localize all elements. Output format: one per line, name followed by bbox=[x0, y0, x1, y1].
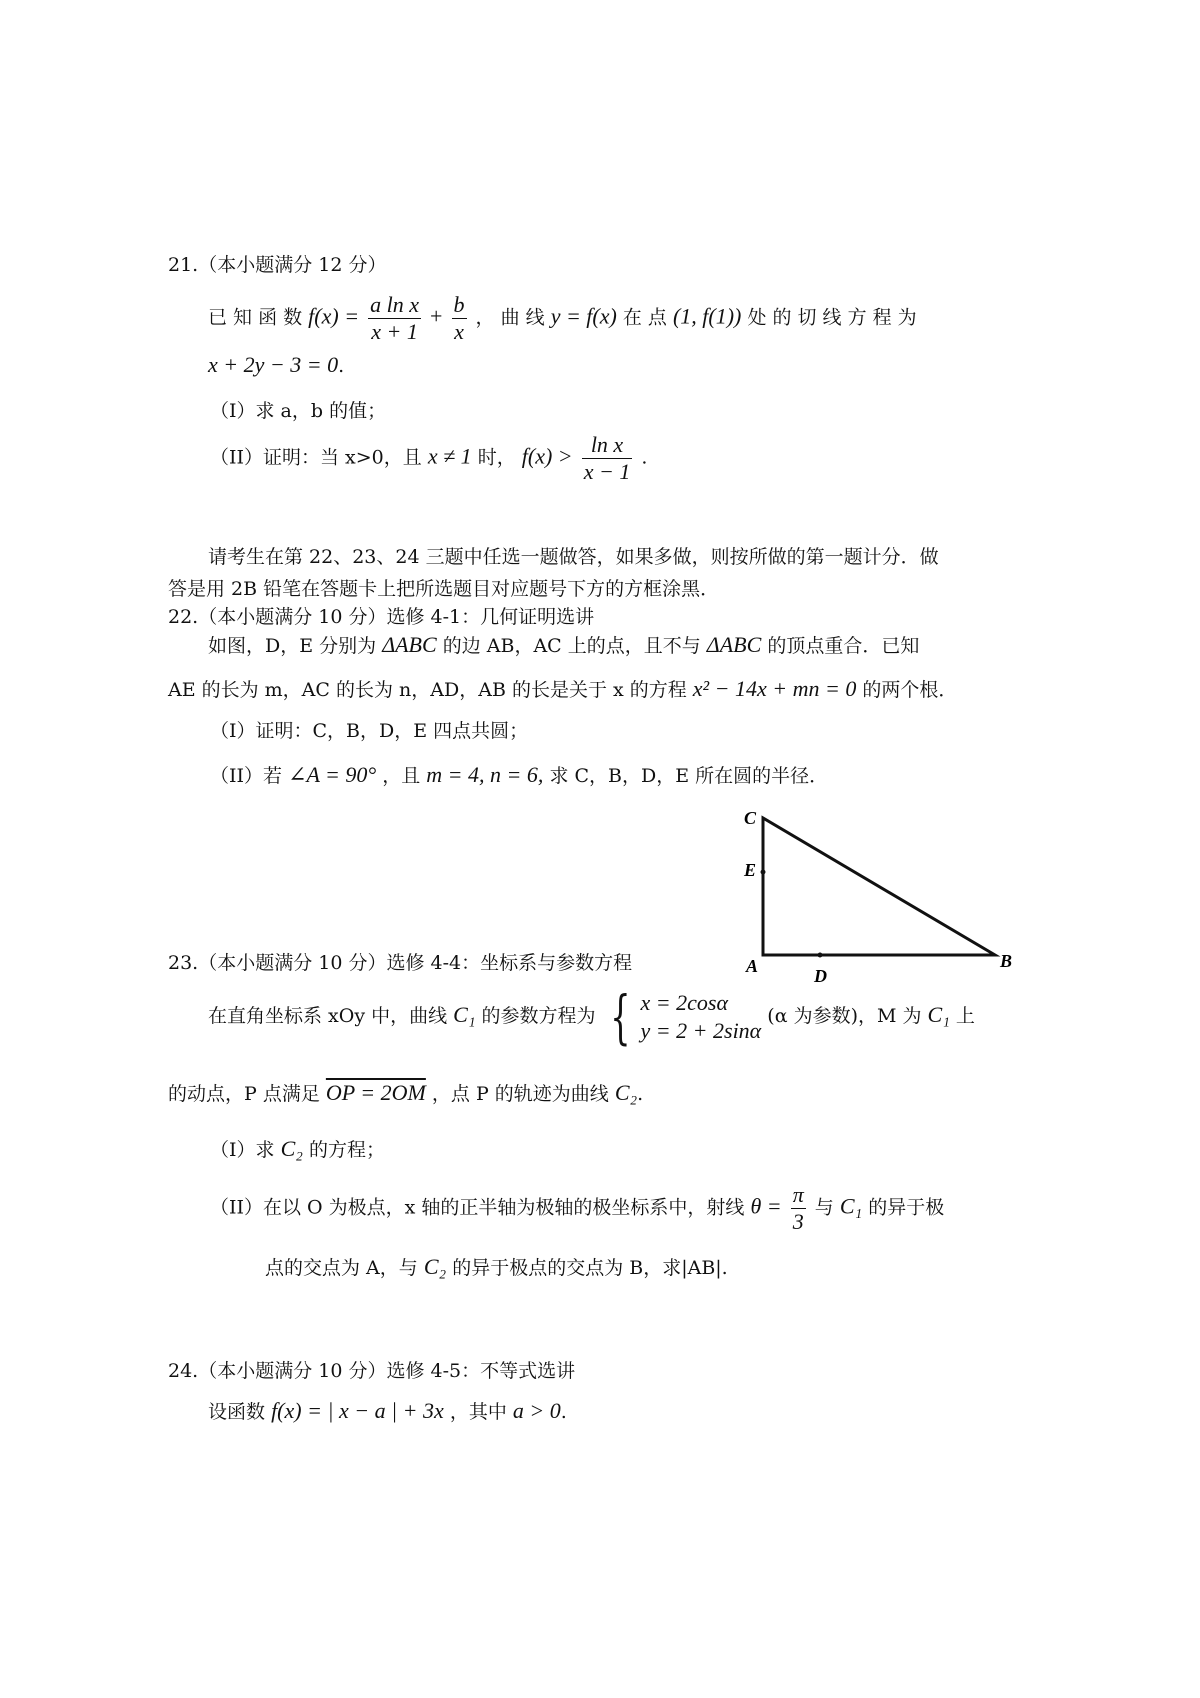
q21-title: 21.（本小题满分 12 分） bbox=[168, 254, 387, 276]
instruction-line-2: 答是用 2B 铅笔在答题卡上把所选题目对应题号下方的方框涂黑． bbox=[168, 578, 720, 600]
q22-title: 22.（本小题满分 10 分）选修 4-1：几何证明选讲 bbox=[168, 606, 595, 628]
triangle-figure bbox=[730, 800, 1030, 990]
q21-tangent-line: x + 2y − 3 = 0. bbox=[208, 352, 345, 377]
label-c: C bbox=[744, 808, 757, 828]
q23-stem-line2: 的动点，P 点满足 OP = 2OM ，点 P 的轨迹为曲线 C₂. bbox=[168, 1080, 644, 1105]
q23-part1: （I）求 C₂ 的方程； bbox=[210, 1136, 385, 1161]
point-e bbox=[761, 870, 766, 875]
q23-part2-line1: （II）在以 O 为极点，x 轴的正半轴为极轴的极坐标系中，射线 θ = $\frac{\pi}{3}$ 与 C₁ 的异于极 bbox=[210, 1182, 945, 1234]
q21-part2: （II）证明：当 x>0，且 x ≠ 1 时， f(x) > $\frac{\text{ln x}}{x - 1}$ . bbox=[210, 432, 648, 484]
q23-title: 23.（本小题满分 10 分）选修 4-4：坐标系与参数方程 bbox=[168, 952, 633, 974]
q22-part2: （II）若 ∠A = 90° ，且 m = 4, n = 6, 求 C，B，D，E 所在圆的半径． bbox=[210, 762, 829, 787]
point-d bbox=[818, 953, 823, 958]
system-brace: { bbox=[609, 983, 631, 1051]
parametric-system: x = 2cosα y = 2 + 2sinα bbox=[640, 990, 762, 1043]
q24-title: 24.（本小题满分 10 分）选修 4-5：不等式选讲 bbox=[168, 1360, 576, 1382]
q22-stem-line1: 如图，D，E 分别为 ΔABC 的边 AB，AC 上的点，且不与 ΔABC 的顶点重合．已知 bbox=[208, 632, 920, 657]
q21-stem-line1: 已 知 函 数 f(x) = $\frac{\text{a ln x}}{x + 1}$ + $\frac{b}{x}$ ， 曲 线 y = f(x) 在 点 (1, f(1)) 处 的 切 线 方 程 为 bbox=[208, 292, 917, 344]
triangle-abc bbox=[763, 818, 995, 955]
q21-part1: （I）求 a，b 的值； bbox=[210, 400, 387, 422]
label-d: D bbox=[814, 966, 827, 986]
label-a: A bbox=[746, 956, 759, 976]
q23-stem-line1: 在直角坐标系 xOy 中，曲线 C₁ 的参数方程为 { x = 2cosα y = 2 + 2sinα (α 为参数)，M 为 C₁ 上 bbox=[208, 983, 975, 1051]
q22-stem-line2: AE 的长为 m，AC 的长为 n，AD，AB 的长是关于 x 的方程 x² − 14x + mn = 0 的两个根． bbox=[168, 676, 958, 701]
q21-fraction-1: $\frac{\text{a ln x}}{x + 1}$ bbox=[370, 292, 419, 344]
q21-fraction-2: $\frac{b}{x}$ bbox=[453, 292, 465, 344]
label-b: B bbox=[1000, 951, 1013, 971]
q22-part1: （I）证明：C，B，D，E 四点共圆； bbox=[210, 720, 529, 742]
q24-stem: 设函数 f(x) = | x − a | + 3x ，其中 a > 0. bbox=[208, 1398, 567, 1423]
q23-part2-line2: 点的交点为 A，与 C₂ 的异于极点的交点为 B，求|AB|. bbox=[265, 1254, 728, 1279]
pi-over-3-fraction: $\frac{\pi}{3}$ bbox=[792, 1182, 804, 1234]
label-e: E bbox=[744, 860, 757, 880]
q21-fraction-3: $\frac{\text{ln x}}{x - 1}$ bbox=[583, 432, 631, 484]
instruction-line-1: 请考生在第 22、23、24 三题中任选一题做答，如果多做，则按所做的第一题计分．做 bbox=[208, 546, 939, 568]
